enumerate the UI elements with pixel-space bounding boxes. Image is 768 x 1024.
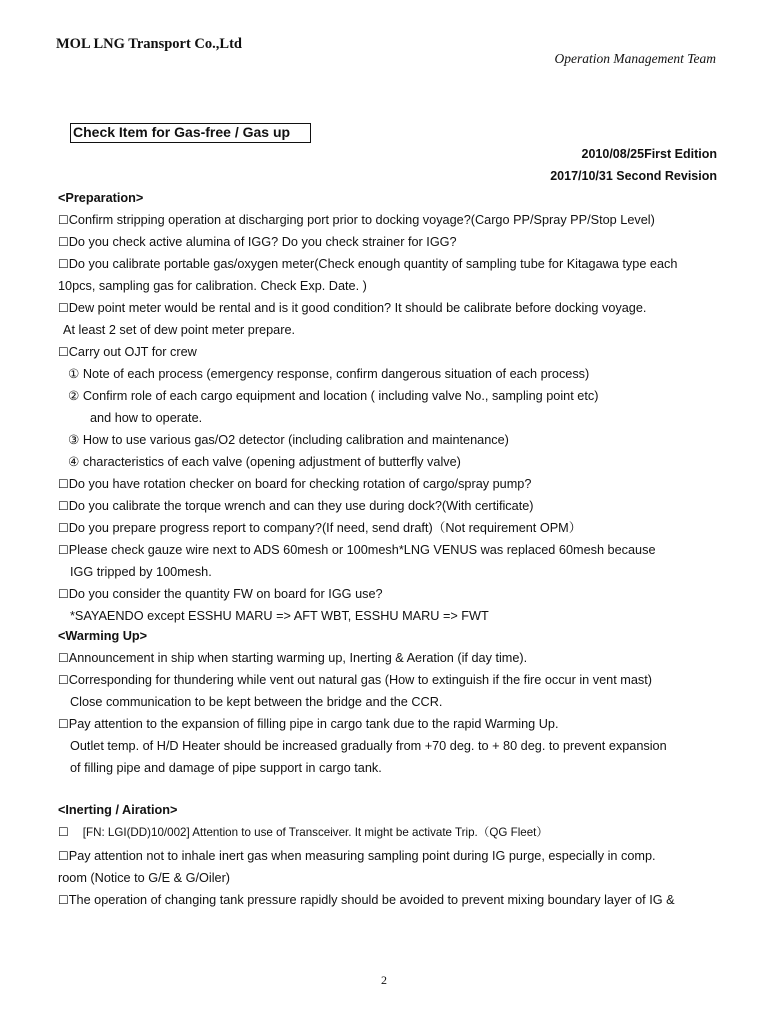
check-item: ☐Announcement in ship when starting warming up, Inerting & Aeration (if day time). bbox=[58, 651, 528, 665]
checkbox-icon: ☐ bbox=[58, 499, 69, 513]
check-item: ☐Do you prepare progress report to company?(If need, send draft)（Not requirement OPM） bbox=[58, 521, 582, 535]
team-name: Operation Management Team bbox=[554, 51, 716, 66]
first-edition-date: 2010/08/25First Edition bbox=[581, 147, 717, 161]
check-item: ☐Please check gauze wire next to ADS 60mesh or 100mesh*LNG VENUS was replaced 60mesh because bbox=[58, 543, 656, 557]
checkbox-icon: ☐ bbox=[58, 213, 69, 227]
check-item-continued: of filling pipe and damage of pipe support in cargo tank. bbox=[70, 761, 382, 775]
sub-item: ③ How to use various gas/O2 detector (including calibration and maintenance) bbox=[68, 433, 509, 447]
sub-item: ① Note of each process (emergency response, confirm dangerous situation of each process) bbox=[68, 367, 590, 381]
checkbox-icon: ☐ bbox=[58, 717, 69, 731]
checkbox-icon: ☐ bbox=[58, 257, 69, 271]
check-item: ☐Carry out OJT for crew bbox=[58, 345, 197, 359]
check-item: ☐Pay attention to the expansion of filling pipe in cargo tank due to the rapid Warming Up. bbox=[58, 717, 559, 731]
checkbox-icon: ☐ bbox=[58, 651, 69, 665]
checkbox-icon: ☐ bbox=[58, 673, 69, 687]
checkbox-icon: ☐ bbox=[58, 235, 69, 249]
checkbox-icon: ☐ bbox=[58, 477, 69, 491]
section-heading-inerting: <Inerting / Airation> bbox=[58, 803, 178, 817]
check-item: ☐Confirm stripping operation at discharging port prior to docking voyage?(Cargo PP/Spray PP/Stop Level) bbox=[58, 213, 655, 227]
check-item: ☐Do you have rotation checker on board for checking rotation of cargo/spray pump? bbox=[58, 477, 532, 491]
checkbox-icon: ☐ bbox=[58, 893, 69, 907]
check-item: ☐ [FN: LGI(DD)10/002] Attention to use of Transceiver. It might be activate Trip.（QG Fleet） bbox=[58, 825, 548, 839]
check-item: ☐Do you consider the quantity FW on board for IGG use? bbox=[58, 587, 383, 601]
check-item-continued: Close communication to be kept between the bridge and the CCR. bbox=[70, 695, 443, 709]
check-item-note: *SAYAENDO except ESSHU MARU => AFT WBT, ESSHU MARU => FWT bbox=[70, 609, 489, 623]
checkbox-icon: ☐ bbox=[58, 521, 69, 535]
check-item: ☐Corresponding for thundering while vent out natural gas (How to extinguish if the fire occur in vent mast) bbox=[58, 673, 652, 687]
company-name: MOL LNG Transport Co.,Ltd bbox=[56, 36, 242, 52]
check-item-continued: Outlet temp. of H/D Heater should be increased gradually from +70 deg. to + 80 deg. to prevent expansion bbox=[70, 739, 667, 753]
sub-item-continued: and how to operate. bbox=[90, 411, 203, 425]
checkbox-icon: ☐ bbox=[58, 345, 69, 359]
checkbox-icon: ☐ bbox=[58, 587, 69, 601]
section-heading-preparation: <Preparation> bbox=[58, 191, 144, 205]
checkbox-icon: ☐ bbox=[58, 301, 69, 315]
checkbox-icon: ☐ bbox=[58, 825, 69, 839]
document-title: Check Item for Gas-free / Gas up bbox=[70, 123, 311, 143]
check-item: ☐Do you check active alumina of IGG? Do you check strainer for IGG? bbox=[58, 235, 457, 249]
page-number: 2 bbox=[381, 973, 387, 987]
check-item-continued: At least 2 set of dew point meter prepare. bbox=[63, 323, 296, 337]
check-item: ☐Dew point meter would be rental and is it good condition? It should be calibrate before docking voyage. bbox=[58, 301, 647, 315]
section-heading-warming-up: <Warming Up> bbox=[58, 629, 148, 643]
checkbox-icon: ☐ bbox=[58, 543, 69, 557]
check-item-continued: 10pcs, sampling gas for calibration. Check Exp. Date. ) bbox=[58, 279, 367, 293]
check-item-continued: IGG tripped by 100mesh. bbox=[70, 565, 212, 579]
check-item: ☐Do you calibrate the torque wrench and can they use during dock?(With certificate) bbox=[58, 499, 534, 513]
check-item-continued: room (Notice to G/E & G/Oiler) bbox=[58, 871, 231, 885]
check-item: ☐The operation of changing tank pressure rapidly should be avoided to prevent mixing boundary layer of IG & bbox=[58, 893, 675, 907]
checkbox-icon: ☐ bbox=[58, 849, 69, 863]
check-item: ☐Do you calibrate portable gas/oxygen meter(Check enough quantity of sampling tube for Kitagawa type each bbox=[58, 257, 678, 271]
sub-item: ② Confirm role of each cargo equipment and location ( including valve No., sampling point etc) bbox=[68, 389, 599, 403]
sub-item: ④ characteristics of each valve (opening adjustment of butterfly valve) bbox=[68, 455, 461, 469]
second-revision-date: 2017/10/31 Second Revision bbox=[550, 169, 717, 183]
check-item: ☐Pay attention not to inhale inert gas when measuring sampling point during IG purge, especially in comp. bbox=[58, 849, 656, 863]
